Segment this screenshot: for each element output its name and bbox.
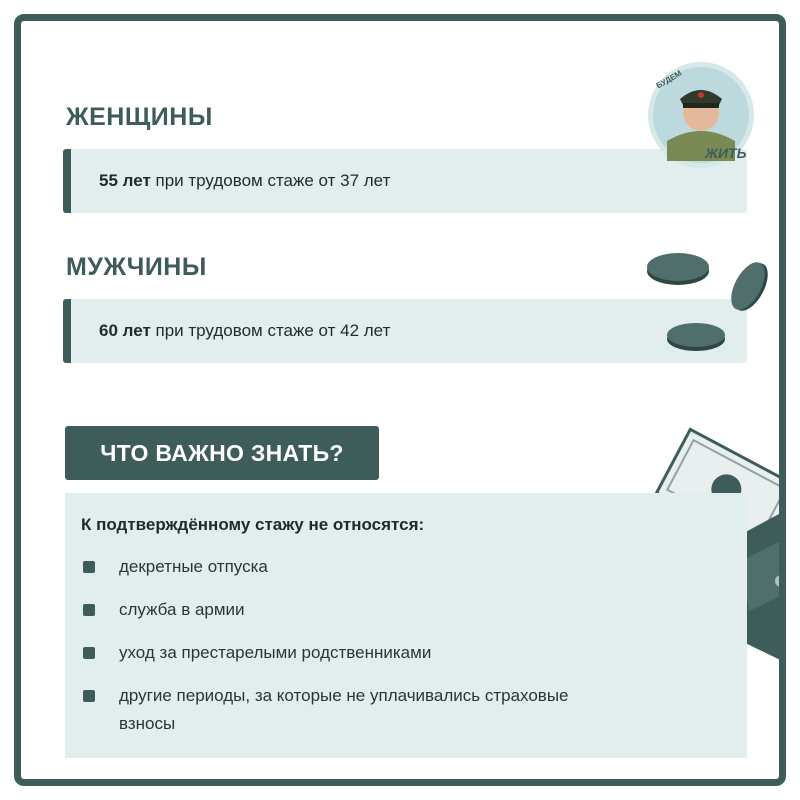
important-list-panel — [65, 493, 747, 758]
list-title: К подтверждённому стажу не относятся: — [81, 515, 425, 534]
women-age: 55 лет — [99, 171, 151, 190]
list-item — [81, 639, 747, 667]
list-item-text: другие периоды, за которые не уплачивались страховые взносы — [119, 686, 569, 733]
bullet-square-icon — [83, 561, 95, 573]
list-item-text: декретные отпуска — [119, 557, 268, 576]
list-item-text: уход за престарелыми родственниками — [119, 643, 432, 662]
men-condition: при трудовом стаже от 42 лет — [155, 321, 391, 340]
list-item — [81, 682, 589, 738]
women-heading: ЖЕНЩИНЫ — [66, 103, 213, 131]
bullet-square-icon — [83, 604, 95, 616]
important-heading: ЧТО ВАЖНО ЗНАТЬ? — [65, 426, 379, 480]
coin-icon — [665, 319, 727, 355]
list-item — [81, 596, 747, 624]
logo-text-bottom: ЖИТЬ — [705, 145, 747, 161]
card-frame — [14, 14, 786, 786]
list-item-text: служба в армии — [119, 600, 245, 619]
men-info-box — [63, 299, 747, 363]
logo-emblem — [647, 61, 755, 169]
women-info-box — [63, 149, 747, 213]
men-age: 60 лет — [99, 321, 151, 340]
list-item — [81, 553, 747, 581]
men-heading: МУЖЧИНЫ — [66, 253, 207, 281]
logo-text-top: БУДЕМ — [654, 68, 684, 91]
coin-icon — [729, 257, 773, 317]
women-condition: при трудовом стаже от 37 лет — [155, 171, 391, 190]
bullet-square-icon — [83, 647, 95, 659]
bullet-square-icon — [83, 690, 95, 702]
exclusion-list — [81, 553, 747, 738]
coin-icon — [645, 249, 711, 289]
